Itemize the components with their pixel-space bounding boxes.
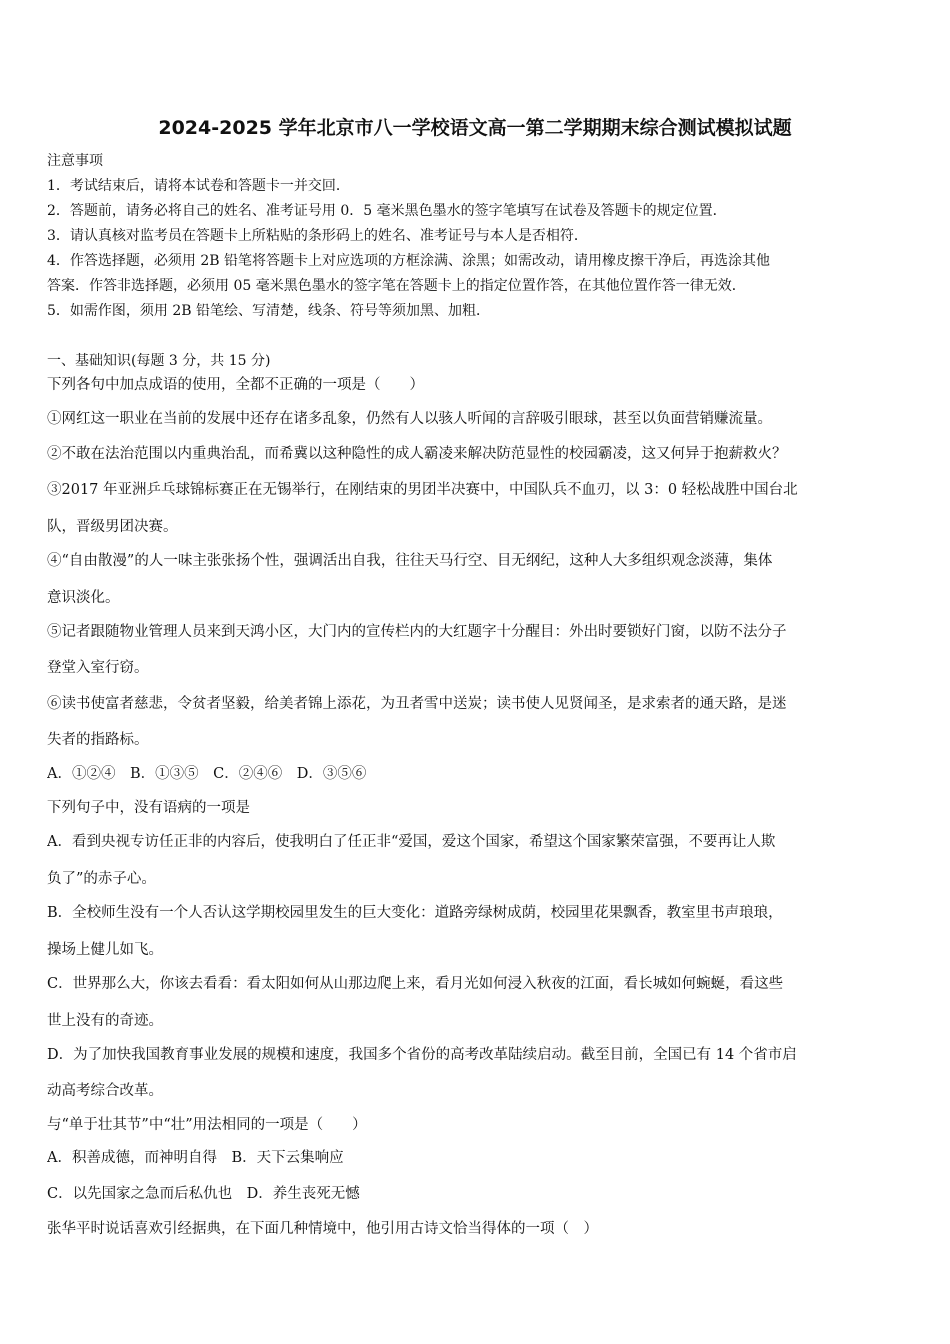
question-line: ④“自由散漫”的人一味主张张扬个性，强调活出自我，往往天马行空、目无纲纪，这种人大多组织观念淡薄，集体 [47, 553, 773, 569]
question-line: 操场上健儿如飞。 [47, 942, 163, 958]
question-line: B．全校师生没有一个人否认这学期校园里发生的巨大变化：道路旁绿树成荫，校园里花果飘香，教室里书声琅琅， [47, 905, 783, 921]
notice-item: 答案．作答非选择题，必须用 05 毫米黑色墨水的签字笔在答题卡上的指定位置作答，在其他位置作答一律无效． [47, 278, 746, 294]
question-line: 负了”的赤子心。 [47, 871, 156, 887]
question-line: 队，晋级男团决赛。 [47, 519, 178, 535]
notice-item: 4．作答选择题，必须用 2B 铅笔将答题卡上对应选项的方框涂满、涂黑；如需改动，请用橡皮擦干净后，再选涂其他 [47, 253, 770, 269]
question-stem: 张华平时说话喜欢引经据典，在下面几种情境中，他引用古诗文恰当得体的一项（ ） [47, 1221, 598, 1237]
question-line: ③2017 年亚洲乒乓球锦标赛正在无锡举行，在刚结束的男团半决赛中，中国队兵不血刃，以 3：0 轻松战胜中国台北 [47, 482, 798, 498]
notice-item: 2．答题前，请务必将自己的姓名、准考证号用 0．5 毫米黑色墨水的签字笔填写在试卷及答题卡的规定位置． [47, 203, 727, 219]
question-options: A．积善成德，而神明自得 B．天下云集响应 [47, 1150, 344, 1166]
question-line: 意识淡化。 [47, 590, 120, 606]
question-line: A．看到央视专访任正非的内容后，使我明白了任正非“爱国，爱这个国家，希望这个国家繁荣富强，不要再让人欺 [47, 834, 776, 850]
question-line: 世上没有的奇迹。 [47, 1013, 163, 1029]
question-stem: 与“单于壮其节”中“壮”用法相同的一项是（ ） [47, 1117, 367, 1133]
question-line: ⑤记者跟随物业管理人员来到天鸿小区，大门内的宣传栏内的大红题字十分醒目：外出时要锁好门窗，以防不法分子 [47, 624, 787, 640]
question-line: 动高考综合改革。 [47, 1083, 163, 1099]
exam-title: 2024-2025 学年北京市八一学校语文高一第二学期期末综合测试模拟试题 [158, 117, 792, 139]
question-line: D．为了加快我国教育事业发展的规模和速度，我国多个省份的高考改革陆续启动。截至目前，全国已有 14 个省市启 [47, 1047, 797, 1063]
question-options: C．以先国家之急而后私仇也 D．养生丧死无憾 [47, 1186, 360, 1202]
notice-item: 3．请认真核对监考员在答题卡上所粘贴的条形码上的姓名、准考证号与本人是否相符． [47, 228, 588, 244]
question-line: ⑥读书使富者慈悲，令贫者坚毅，给美者锦上添花，为丑者雪中送炭；读书使人见贤闻圣，是求索者的通天路，是迷 [47, 696, 787, 712]
question-line: ①网红这一职业在当前的发展中还存在诸多乱象，仍然有人以骇人听闻的言辞吸引眼球，甚至以负面营销赚流量。 [47, 411, 772, 427]
notice-item: 5．如需作图，须用 2B 铅笔绘、写清楚，线条、符号等须加黑、加粗． [47, 303, 491, 319]
notice-item: 1．考试结束后，请将本试卷和答题卡一并交回． [47, 178, 350, 194]
question-line: ②不敢在法治范围以内重典治乱，而希冀以这种隐性的成人霸凌来解决防范显性的校园霸凌，这又何异于抱薪救火？ [47, 446, 787, 462]
question-options: A．①②④ B．①③⑤ C．②④⑥ D．③⑤⑥ [47, 766, 367, 782]
question-line: 失者的指路标。 [47, 732, 149, 748]
question-line: 登堂入室行窃。 [47, 660, 149, 676]
question-line: C．世界那么大，你该去看看：看太阳如何从山那边爬上来，看月光如何浸入秋夜的江面，看长城如何蜿蜒，看这些 [47, 976, 784, 992]
question-stem: 下列句子中，没有语病的一项是 [47, 800, 250, 816]
section-heading: 一、基础知识(每题 3 分，共 15 分) [47, 353, 271, 369]
notice-heading: 注意事项 [47, 153, 103, 169]
question-stem: 下列各句中加点成语的使用，全都不正确的一项是（ ） [47, 377, 424, 393]
